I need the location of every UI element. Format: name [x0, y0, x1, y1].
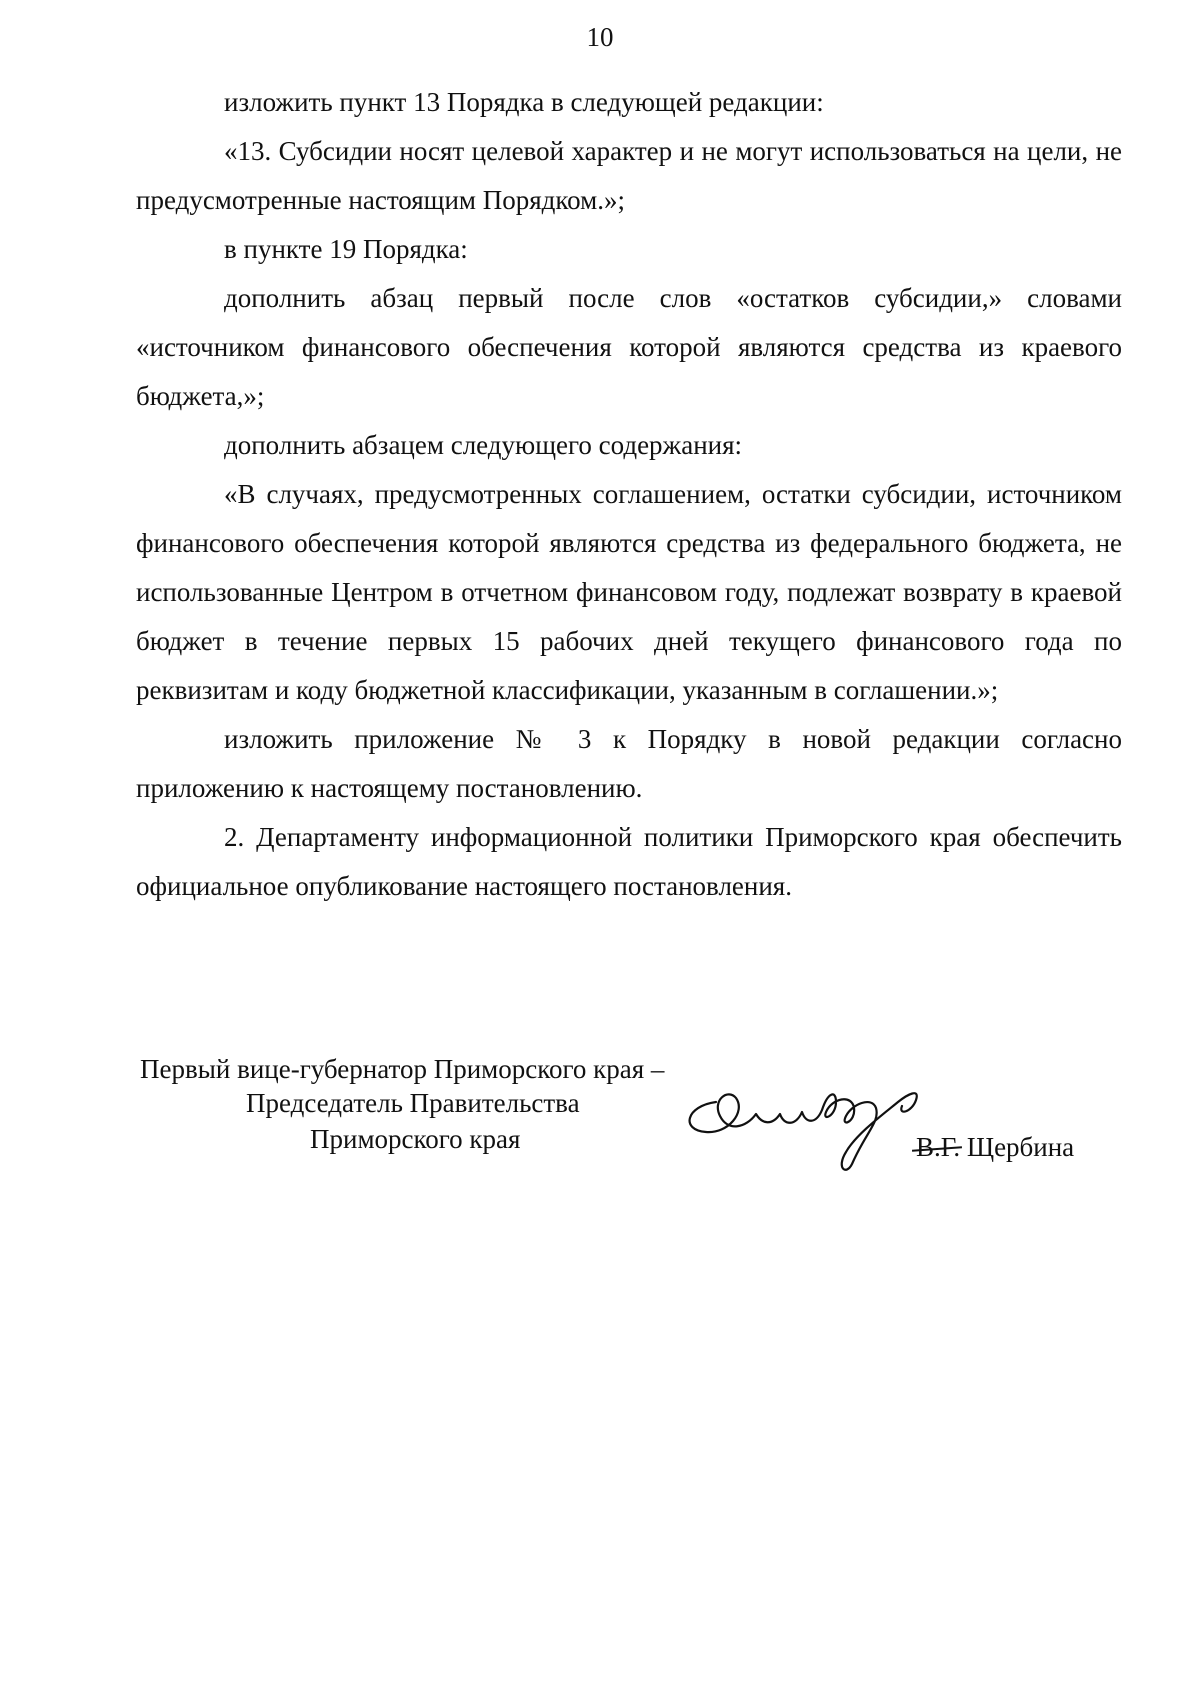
paragraph-5: дополнить абзацем следующего содержания: [224, 430, 743, 460]
paragraph-3: в пункте 19 Порядка: [224, 234, 468, 264]
signature-block [136, 1052, 1122, 1172]
paragraph-7: изложить приложение № 3 к Порядку в новой редакции согласно приложению к настоящему постановлению. [136, 724, 1122, 803]
page-number: 10 [586, 22, 614, 52]
signatory-title-line-2: Председатель Правительства [246, 1088, 580, 1118]
signer-name [916, 1130, 1074, 1164]
signatory-title-line-1: Первый вице-губернатор Приморского края – [140, 1054, 665, 1084]
signatory-title-line-3: Приморского края [310, 1124, 521, 1154]
paragraph-6: «В случаях, предусмотренных соглашением, остатки субсидии, источником финансового обеспечения которой являются средства из федерального бюджета, не использованные Центром в отчетном финансовом году, подлежат возврату в краевой бюджет в течение первых 15 рабочих дней текущего финансового года по реквизитам и коду бюджетной классификации, указанным в соглашении.»; [136, 479, 1122, 705]
signer-surname: Щербина [966, 1132, 1075, 1162]
signer-initials: В.Г. [916, 1132, 961, 1162]
paragraph-2: «13. Субсидии носят целевой характер и не могут использоваться на цели, не предусмотренные настоящим Порядком.»; [136, 136, 1122, 215]
paragraph-4: дополнить абзац первый после слов «остатков субсидии,» словами «источником финансового обеспечения которой являются средства из краевого бюджета,»; [136, 283, 1122, 411]
document-body [136, 78, 1122, 911]
paragraph-8: 2. Департаменту информационной политики Приморского края обеспечить официальное опубликование настоящего постановления. [136, 822, 1122, 901]
paragraph-1: изложить пункт 13 Порядка в следующей редакции: [224, 87, 824, 117]
